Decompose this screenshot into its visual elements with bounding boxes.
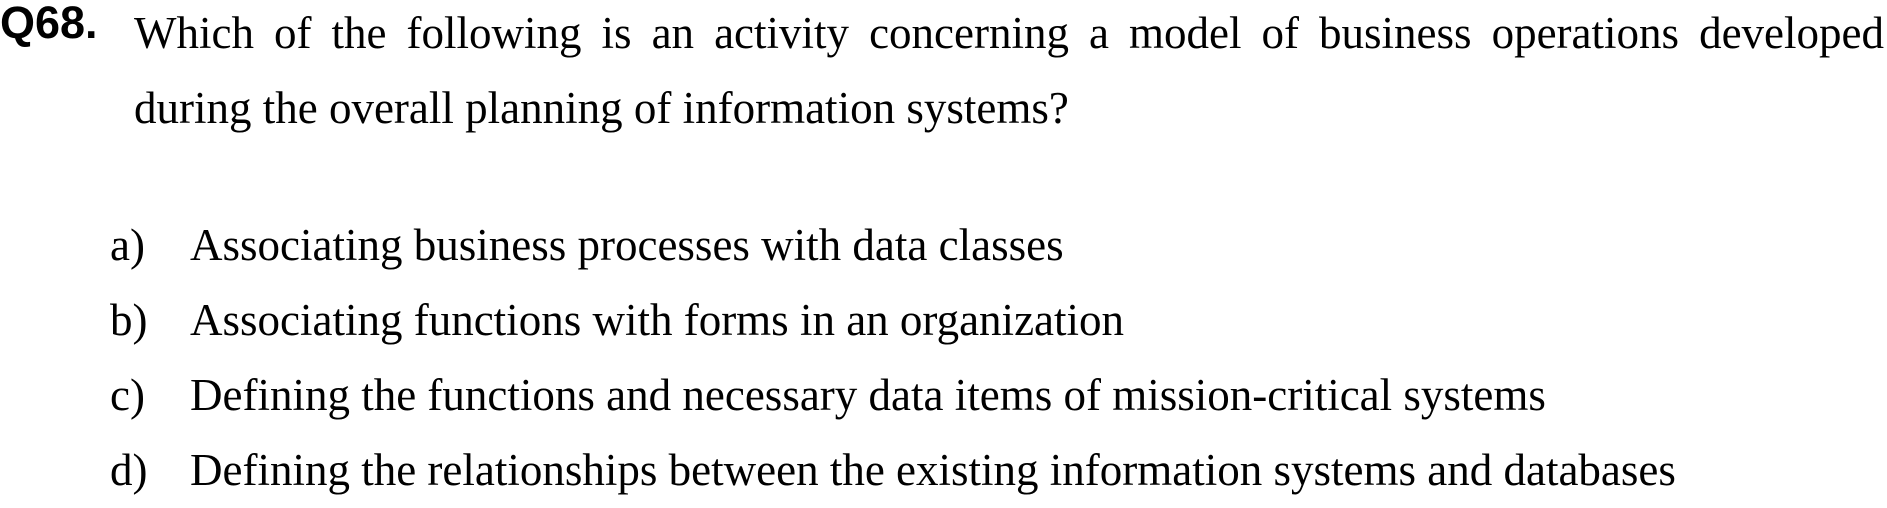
option-c xyxy=(0,358,1887,433)
option-letter: a) xyxy=(110,220,145,270)
option-text: Associating business processes with data classes xyxy=(190,220,1064,270)
option-text: Defining the functions and necessary data items of mission-critical systems xyxy=(190,370,1546,420)
question-text: Which of the following is an activity concerning a model of business operations developed during the overall planning of information systems? xyxy=(134,8,1884,133)
option-a xyxy=(0,208,1887,283)
option-letter: d) xyxy=(110,445,148,495)
option-letter: b) xyxy=(110,295,148,345)
option-letter: c) xyxy=(110,370,145,420)
option-b xyxy=(0,283,1887,358)
option-text: Associating functions with forms in an organization xyxy=(190,295,1125,345)
option-text: Defining the relationships between the existing information systems and databases xyxy=(190,445,1676,495)
question-number: Q68. xyxy=(0,0,98,48)
answer-options xyxy=(0,208,1887,508)
